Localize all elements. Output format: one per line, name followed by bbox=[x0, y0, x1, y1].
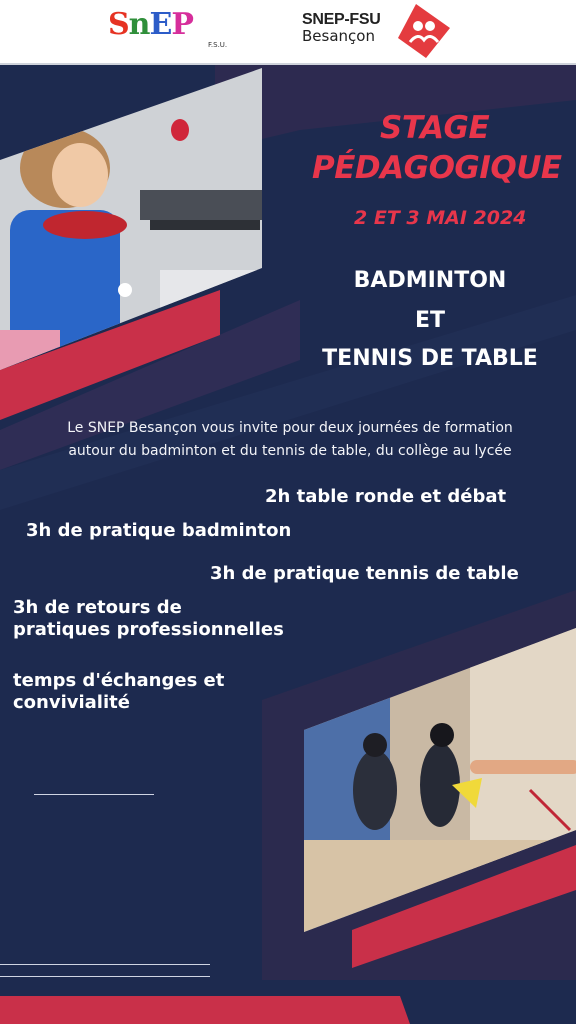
logo-letter-s: S bbox=[108, 7, 129, 42]
logo-letter-n: n bbox=[128, 7, 150, 42]
logo-right-line1: SNEP-FSU bbox=[302, 11, 381, 28]
sport-tennis-de-table: TENNIS DE TABLE bbox=[322, 346, 538, 371]
logo-letter-e: E bbox=[149, 7, 172, 42]
snep-fsu-besancon-label bbox=[302, 12, 381, 45]
sport-et: ET bbox=[414, 308, 446, 333]
activity-retours-line-2: pratiques professionnelles bbox=[13, 619, 284, 640]
intro-paragraph bbox=[20, 417, 560, 463]
activity-echanges-line-1: temps d'échanges et bbox=[13, 670, 225, 691]
activity-tennis-de-table: 3h de pratique tennis de table bbox=[210, 563, 519, 584]
event-dates: 2 ET 3 MAI 2024 bbox=[354, 207, 527, 229]
logo-letter-p: P bbox=[171, 7, 193, 42]
logo-right-line2: Besançon bbox=[302, 26, 375, 45]
intro-line-2: autour du badminton et du tennis de table, du collège au lycée bbox=[68, 443, 512, 459]
activity-retours-line-1: 3h de retours de bbox=[13, 597, 182, 618]
title-pedagogique: PÉDAGOGIQUE bbox=[312, 150, 562, 186]
sport-badminton: BADMINTON bbox=[353, 268, 507, 293]
divider-line-bottom-2 bbox=[0, 976, 210, 977]
activity-echanges-line-2: convivialité bbox=[13, 692, 130, 713]
header-bar bbox=[0, 0, 576, 65]
activity-badminton: 3h de pratique badminton bbox=[26, 520, 292, 541]
activity-echanges bbox=[13, 670, 224, 714]
title-stage: STAGE bbox=[380, 110, 490, 146]
intro-line-1: Le SNEP Besançon vous invite pour deux journées de formation bbox=[67, 420, 513, 436]
activity-table-ronde: 2h table ronde et débat bbox=[265, 486, 507, 507]
divider-line-bottom-1 bbox=[0, 964, 210, 965]
logo-fsu-text: F.S.U. bbox=[208, 41, 228, 49]
snep-logo bbox=[108, 7, 228, 49]
activity-retours-pratiques bbox=[13, 597, 284, 641]
snep-triangle-logo-icon bbox=[396, 2, 452, 60]
divider-line-short bbox=[34, 794, 154, 795]
